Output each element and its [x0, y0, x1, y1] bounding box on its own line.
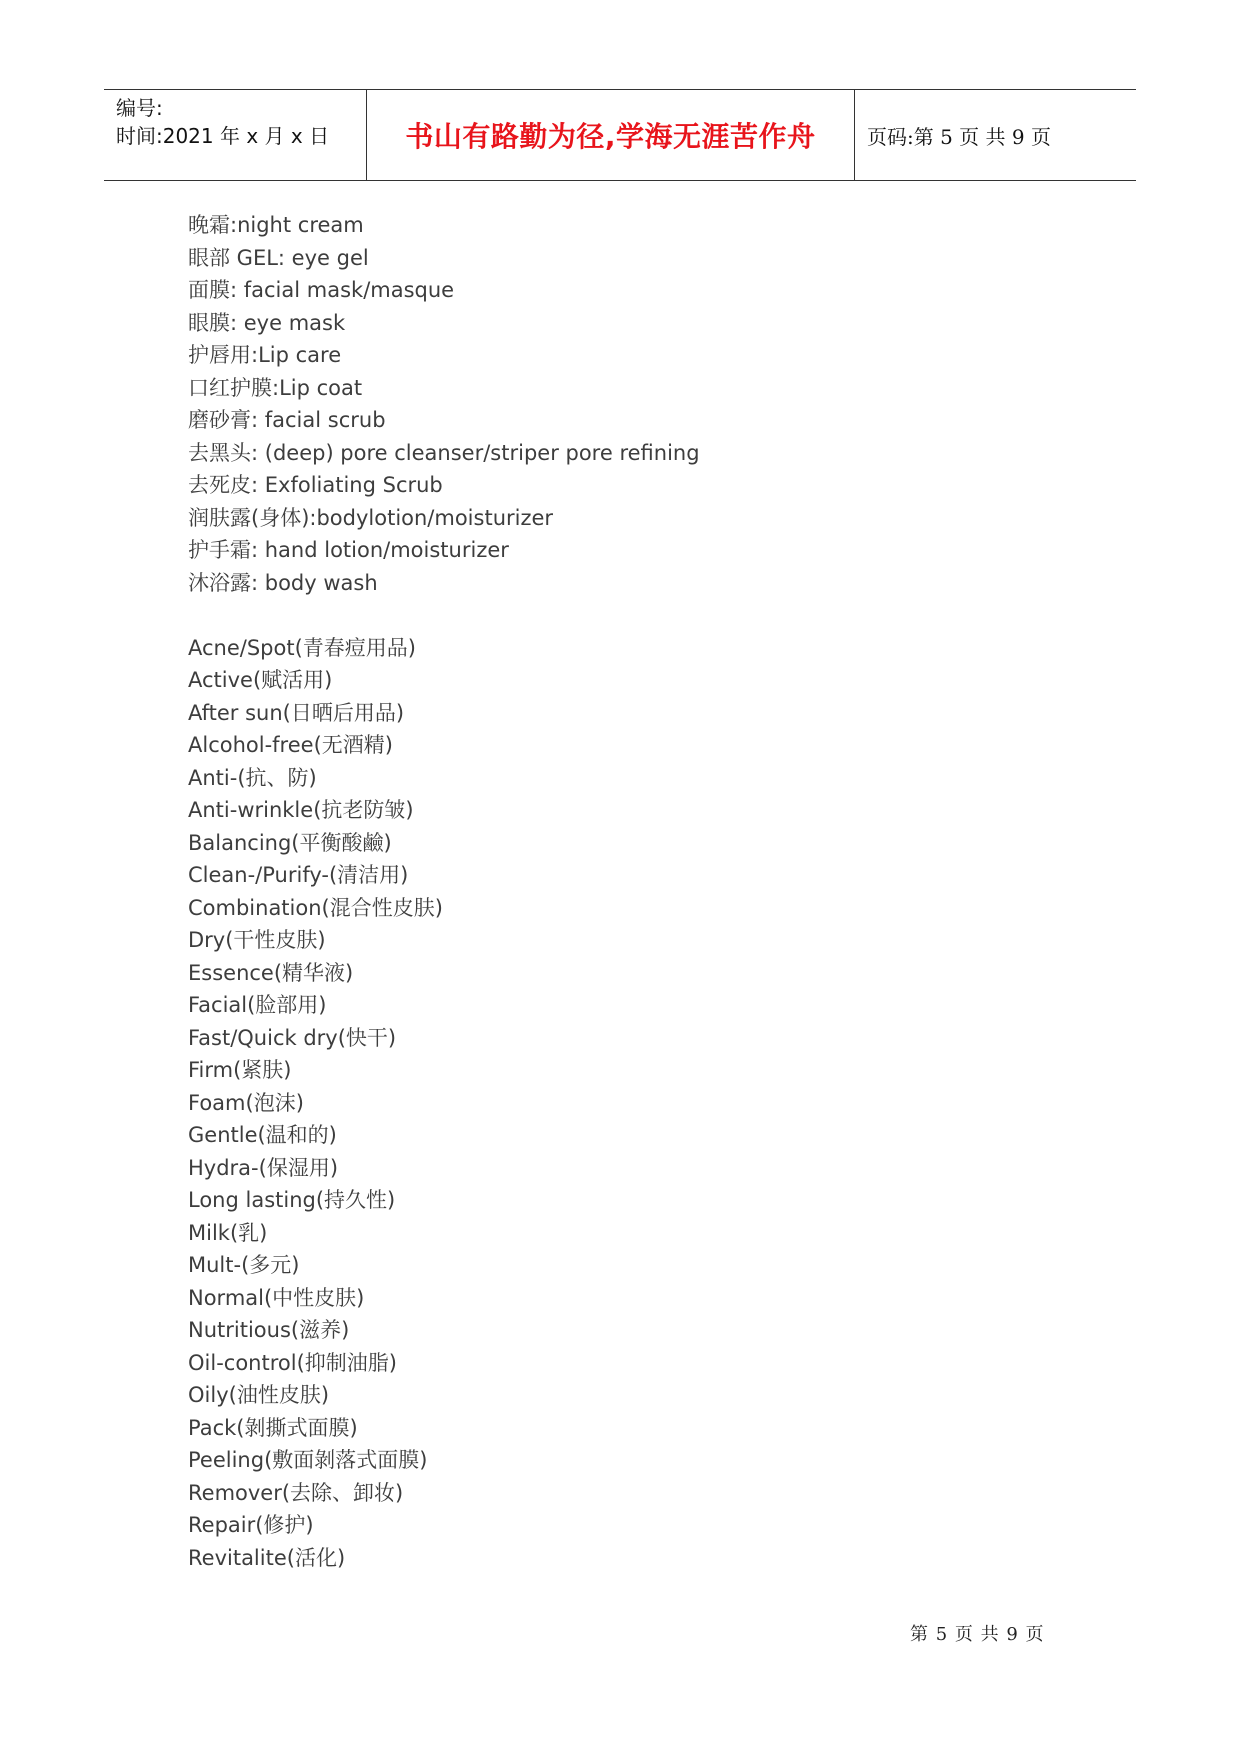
header-page-cell: [855, 90, 1136, 180]
glossary-line: Revitalite(活化): [188, 1546, 346, 1570]
glossary-line: Normal(中性皮肤): [188, 1286, 365, 1310]
glossary-line: Gentle(温和的): [188, 1123, 337, 1147]
glossary-line: 磨砂膏: facial scrub: [188, 408, 386, 432]
glossary-line: Acne/Spot(青春痘用品): [188, 636, 416, 660]
glossary-line: Combination(混合性皮肤): [188, 896, 443, 920]
glossary-line: Dry(干性皮肤): [188, 928, 326, 952]
document-date-label: 时间:2021 年 x 月 x 日: [116, 124, 330, 148]
glossary-line: 去死皮: Exfoliating Scrub: [188, 473, 443, 497]
glossary-line: After sun(日晒后用品): [188, 701, 405, 725]
glossary-line: Long lasting(持久性): [188, 1188, 396, 1212]
glossary-line: Foam(泡沫): [188, 1091, 304, 1115]
glossary-line: Alcohol-free(无酒精): [188, 733, 393, 757]
glossary-line: Peeling(敷面剝落式面膜): [188, 1448, 428, 1472]
glossary-line: 护唇用:Lip care: [188, 343, 342, 367]
glossary-line: Essence(精华液): [188, 961, 354, 985]
glossary-line: Repair(修护): [188, 1513, 314, 1537]
glossary-line: Facial(脸部用): [188, 993, 327, 1017]
glossary-line: Remover(去除、卸妆): [188, 1481, 404, 1505]
glossary-line: 沐浴露: body wash: [188, 571, 378, 595]
document-header: [104, 89, 1136, 181]
glossary-line: Anti-wrinkle(抗老防皱): [188, 798, 414, 822]
header-motto-cell: [366, 90, 855, 180]
glossary-line: Active(赋活用): [188, 668, 333, 692]
glossary-line: 口红护膜:Lip coat: [188, 376, 363, 400]
glossary-line: Oily(油性皮肤): [188, 1383, 330, 1407]
glossary-line: 护手霜: hand lotion/moisturizer: [188, 538, 509, 562]
glossary-line: Oil-control(抑制油脂): [188, 1351, 397, 1375]
glossary-line: 眼膜: eye mask: [188, 311, 346, 335]
glossary-line: Mult-(多元): [188, 1253, 300, 1277]
header-page-info: 页码:第 5 页 共 9 页: [867, 124, 1051, 149]
glossary-line: 眼部 GEL: eye gel: [188, 246, 369, 270]
glossary-line: Anti-(抗、防): [188, 766, 317, 790]
glossary-line: 面膜: facial mask/masque: [188, 278, 455, 302]
glossary-line: Pack(剝撕式面膜): [188, 1416, 358, 1440]
header-motto: 书山有路勤为径,学海无涯苦作舟: [405, 120, 816, 153]
glossary-line: Milk(乳): [188, 1221, 268, 1245]
glossary-line: Fast/Quick dry(快干): [188, 1026, 397, 1050]
glossary-line: Balancing(平衡酸鹼): [188, 831, 392, 855]
header-meta-cell: [104, 90, 366, 180]
glossary-line: Hydra-(保湿用): [188, 1156, 339, 1180]
page-footer: 第 5 页 共 9 页: [910, 1624, 1045, 1645]
glossary-line: Nutritious(滋养): [188, 1318, 350, 1342]
glossary-line: 润肤露(身体):bodylotion/moisturizer: [188, 506, 554, 530]
glossary-line: Clean-/Purify-(清洁用): [188, 863, 409, 887]
glossary-line: Firm(紧肤): [188, 1058, 292, 1082]
glossary-line: 去黑头: (deep) pore cleanser/striper pore refining: [188, 441, 700, 465]
glossary-line: 晚霜:night cream: [188, 213, 364, 237]
document-number-label: 编号:: [116, 96, 163, 120]
